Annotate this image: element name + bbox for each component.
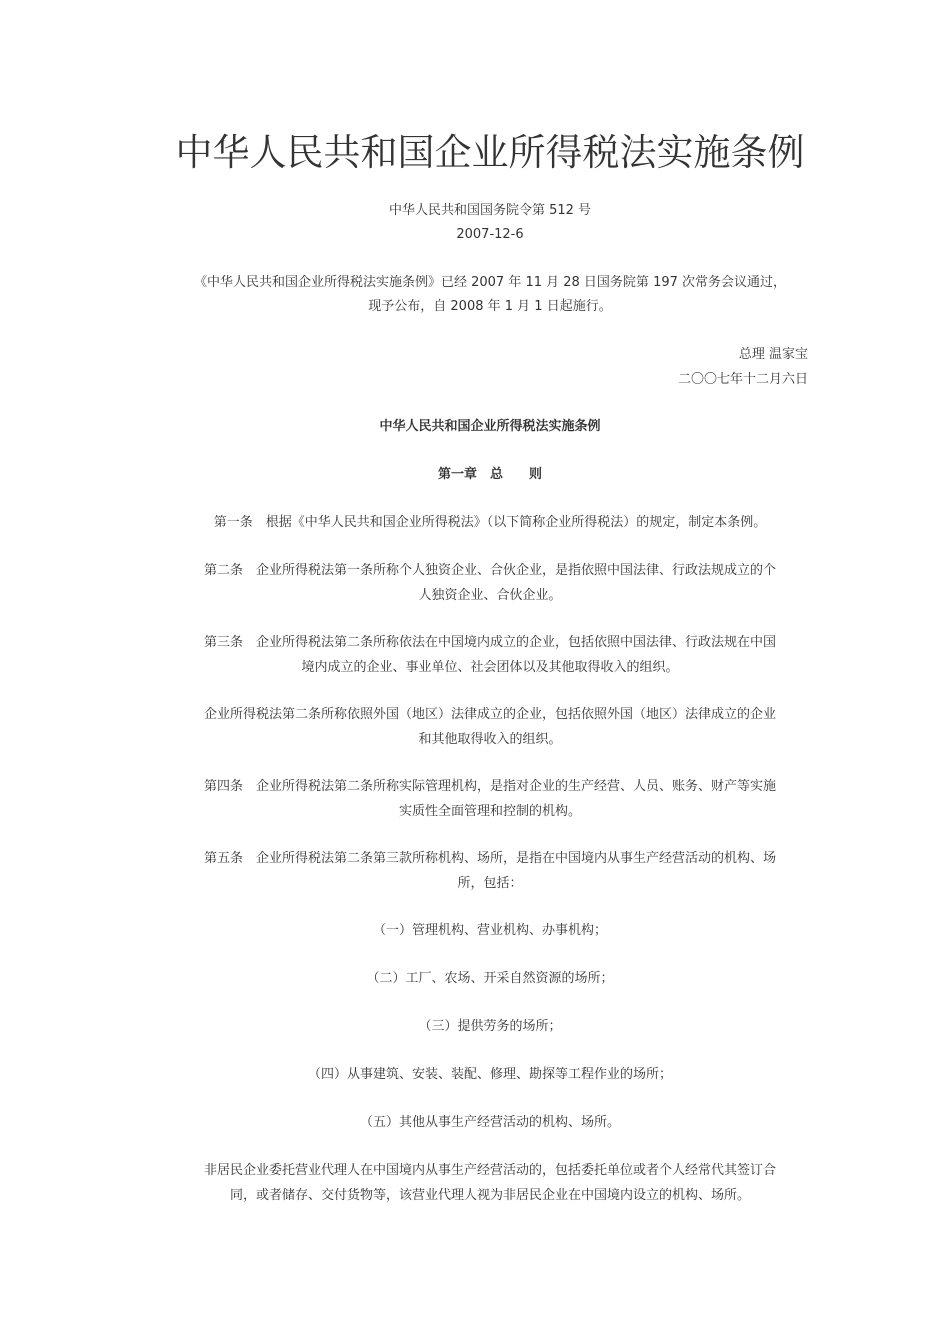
article-line: 第四条 企业所得税法第二条所称实际管理机构，是指对企业的生产经营、人员、账务、财产等实施 bbox=[203, 779, 776, 794]
issue-date: 2007-12-6 bbox=[456, 227, 524, 242]
article-line: 同，或者储存、交付货物等，该营业代理人视为非居民企业在中国境内设立的机构、场所。 bbox=[229, 1188, 750, 1203]
article-3-paragraph-2 bbox=[172, 702, 808, 752]
article-line: 第三条 企业所得税法第二条所称依法在中国境内成立的企业，包括依照中国法律、行政法规在中国 bbox=[203, 635, 776, 650]
article-line: （一）管理机构、营业机构、办事机构； bbox=[372, 923, 607, 938]
article-line: 境内成立的企业、事业单位、社会团体以及其他取得收入的组织。 bbox=[301, 660, 679, 675]
article-3 bbox=[172, 630, 808, 680]
article-5-item-3 bbox=[172, 1014, 808, 1039]
article-line: （二）工厂、农场、开采自然资源的场所； bbox=[366, 971, 614, 986]
article-line: 企业所得税法第二条所称依照外国（地区）法律成立的企业，包括依照外国（地区）法律成立的企业 bbox=[203, 707, 776, 722]
decree-number: 中华人民共和国国务院令第 512 号 bbox=[388, 203, 592, 218]
article-line: 第二条 企业所得税法第一条所称个人独资企业、合伙企业，是指依照中国法律、行政法规成立的个 bbox=[203, 563, 776, 578]
document-title: 中华人民共和国企业所得税法实施条例 bbox=[175, 131, 805, 174]
article-5 bbox=[172, 846, 808, 896]
article-line: （四）从事建筑、安装、装配、修理、勘探等工程作业的场所； bbox=[307, 1067, 672, 1082]
chapter-heading: 第一章 总 则 bbox=[437, 467, 542, 482]
article-5-item-5 bbox=[172, 1110, 808, 1135]
article-line: 和其他取得收入的组织。 bbox=[418, 732, 562, 747]
article-1 bbox=[172, 510, 808, 535]
article-5-paragraph-2 bbox=[172, 1158, 808, 1208]
article-4 bbox=[172, 774, 808, 824]
article-line: 实质性全面管理和控制的机构。 bbox=[398, 804, 581, 819]
article-line: 第一条 根据《中华人民共和国企业所得税法》（以下简称企业所得税法）的规定，制定本条例。 bbox=[213, 515, 767, 530]
article-line: （五）其他从事生产经营活动的机构、场所。 bbox=[359, 1115, 620, 1130]
regulation-subtitle: 中华人民共和国企业所得税法实施条例 bbox=[379, 419, 601, 434]
article-2 bbox=[172, 558, 808, 608]
article-5-item-4 bbox=[172, 1062, 808, 1087]
article-line: 非居民企业委托营业代理人在中国境内从事生产经营活动的，包括委托单位或者个人经常代其签订合 bbox=[203, 1163, 776, 1178]
article-5-item-2 bbox=[172, 966, 808, 991]
article-line: 第五条 企业所得税法第二条第三款所称机构、场所，是指在中国境内从事生产经营活动的机构、场 bbox=[203, 851, 776, 866]
article-line: 所，包括： bbox=[457, 876, 523, 891]
preamble-line-1: 《中华人民共和国企业所得税法实施条例》已经 2007 年 11 月 28 日国务院第 197 次常务会议通过， bbox=[193, 275, 787, 290]
article-line: （三）提供劳务的场所； bbox=[418, 1019, 562, 1034]
signature-date: 二〇〇七年十二月六日 bbox=[677, 372, 808, 387]
article-5-item-1 bbox=[172, 918, 808, 943]
signatory: 总理 温家宝 bbox=[738, 347, 808, 362]
preamble-line-2: 现予公布，自 2008 年 1 月 1 日起施行。 bbox=[368, 299, 612, 314]
article-line: 人独资企业、合伙企业。 bbox=[418, 588, 562, 603]
